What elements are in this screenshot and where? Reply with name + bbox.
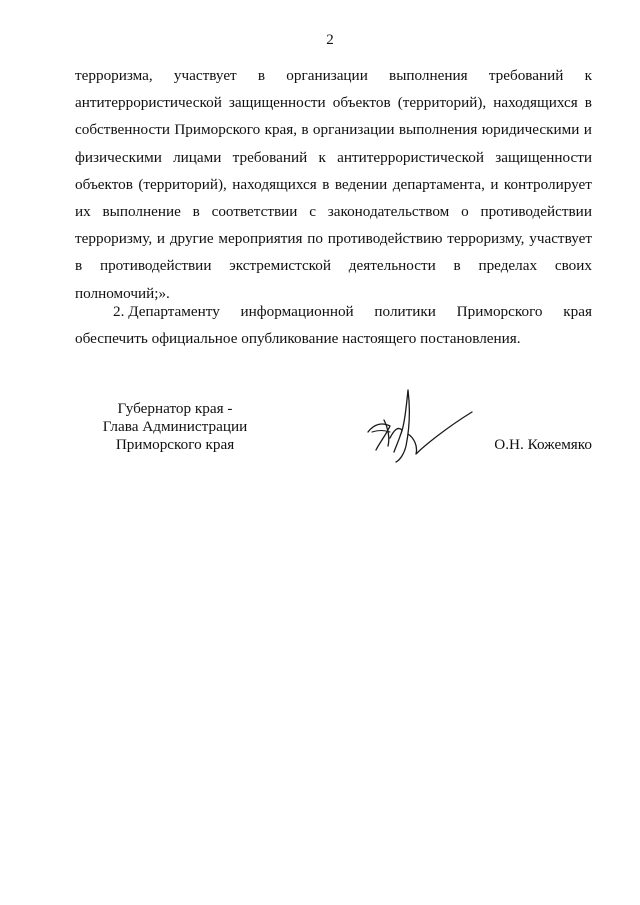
paragraph-line: объектов (территорий), находящихся в ведении департамента, и контролирует [75,175,592,193]
paragraph-line: антитеррористической защищенности объектов (территорий), находящихся в [75,94,592,112]
signer-title-line: Приморского края [115,436,235,453]
paragraph-line: терроризма, участвует в организации выполнения требований к [75,67,592,84]
paragraph-line: обеспечить официальное опубликование настоящего постановления. [75,330,521,348]
paragraph-last-line: полномочий;». [75,284,170,302]
paragraph-line: терроризму, и другие мероприятия по противодействию терроризму, участвует [75,230,592,248]
signer-title [75,400,275,454]
paragraph-line: 2. Департаменту информационной политики Приморского края [113,303,592,320]
signer-title-line: Глава Администрации [102,418,248,435]
paragraph-line: их выполнение в соответствии с законодательством о противодействии [75,202,592,220]
signer-name: О.Н. Кожемяко [494,436,592,453]
paragraph-line: в противодействии экстремистской деятельности в пределах своих [75,257,592,275]
page-number: 2 [326,32,334,48]
paragraph-line: физическими лицами требований к антитеррористической защищенности [75,148,592,166]
signer-title-line: Губернатор края - [117,400,233,417]
paragraph-line: собственности Приморского края, в организации выполнения юридическими и [75,121,592,139]
paragraph-1 [75,62,592,307]
paragraph-2 [75,298,592,352]
handwritten-signature [360,380,480,465]
